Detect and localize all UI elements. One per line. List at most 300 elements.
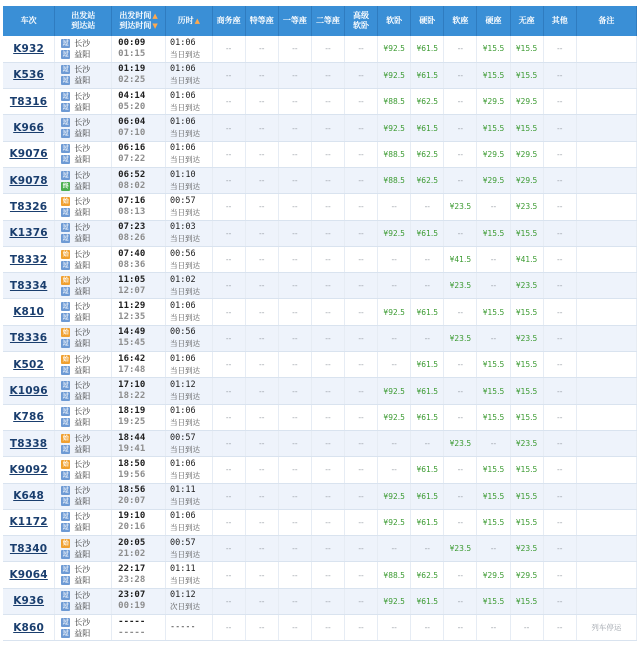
seat-price-cell: -- (378, 430, 411, 456)
seat-price-cell: -- (378, 194, 411, 220)
table-row[interactable] (3, 36, 637, 62)
from-station[interactable]: 长沙 (74, 459, 91, 469)
to-station[interactable]: 益阳 (74, 286, 91, 296)
seat-price-cell[interactable]: ¥29.5 (477, 141, 510, 167)
seat-price-cell[interactable]: ¥62.5 (411, 167, 444, 193)
stations-cell (55, 457, 112, 483)
from-station[interactable]: 长沙 (74, 354, 91, 364)
station-type-icon: 过 (62, 340, 69, 348)
seat-price-cell[interactable]: ¥23.5 (444, 536, 477, 562)
station-type-icon: 过 (62, 592, 69, 600)
from-station[interactable]: 长沙 (74, 302, 91, 312)
table-row[interactable] (3, 536, 637, 562)
seat-price-cell: -- (543, 562, 576, 588)
station-type-icon: 始 (62, 434, 69, 442)
arrival-time: 17:48 (118, 364, 146, 375)
times-cell (112, 115, 166, 141)
seat-price-cell[interactable]: ¥61.5 (411, 483, 444, 509)
seat-price-cell[interactable]: ¥15.5 (510, 483, 543, 509)
from-station[interactable]: 长沙 (74, 538, 91, 548)
train-number-link[interactable]: K786 (13, 411, 45, 424)
station-type-icon: 过 (62, 145, 69, 153)
seat-price-cell[interactable]: ¥15.5 (510, 509, 543, 535)
col-train-label: 车次 (20, 16, 37, 25)
duration-value: 01:02 (169, 274, 196, 285)
seat-price-cell: -- (311, 246, 344, 272)
table-row[interactable] (3, 615, 637, 641)
seat-price-cell: -- (411, 194, 444, 220)
seat-price-cell[interactable]: ¥15.5 (510, 62, 543, 88)
to-station[interactable]: 益阳 (74, 576, 91, 586)
note-cell (576, 246, 636, 272)
col-seat: 二等座 (311, 6, 344, 36)
seat-price-cell: -- (345, 509, 378, 535)
departure-time: 22:17 (118, 564, 146, 575)
col-seat: 其他 (543, 6, 576, 36)
seat-price-cell[interactable]: ¥92.5 (378, 62, 411, 88)
arrival-day: 当日到达 (169, 576, 200, 586)
seat-price-cell[interactable]: ¥15.5 (477, 62, 510, 88)
train-cell (3, 62, 55, 88)
stations-cell (55, 89, 112, 115)
to-station[interactable]: 益阳 (74, 207, 91, 217)
train-number-link[interactable]: K1096 (9, 385, 48, 397)
table-row[interactable] (3, 220, 637, 246)
table-row[interactable] (3, 246, 637, 272)
seat-price-cell[interactable]: ¥29.5 (510, 167, 543, 193)
to-station[interactable]: 益阳 (74, 549, 91, 559)
from-station[interactable]: 长沙 (74, 38, 91, 48)
seat-price-cell[interactable]: ¥15.5 (477, 509, 510, 535)
departure-time: 11:29 (118, 301, 146, 312)
seat-price-cell: -- (278, 509, 311, 535)
arrival-day: 当日到达 (169, 444, 200, 454)
station-type-icon: 始 (62, 276, 69, 284)
seat-price-cell[interactable]: ¥15.5 (477, 457, 510, 483)
seat-price-cell: -- (477, 430, 510, 456)
seat-price-cell: -- (278, 220, 311, 246)
duration-value: 00:57 (169, 432, 196, 443)
to-station[interactable]: 益阳 (74, 49, 91, 59)
to-station[interactable]: 益阳 (74, 392, 91, 401)
seat-price-cell[interactable]: ¥41.5 (510, 246, 543, 272)
stations-cell (55, 615, 112, 641)
table-row[interactable] (3, 273, 637, 299)
seat-price-cell: -- (411, 246, 444, 272)
seat-price-cell: -- (477, 615, 510, 641)
seat-price-cell: -- (345, 430, 378, 456)
train-number-link[interactable]: K936 (13, 595, 45, 608)
train-number-link[interactable]: T8338 (9, 437, 48, 450)
to-station[interactable]: 益阳 (74, 602, 91, 612)
seat-price-cell: -- (245, 588, 278, 614)
departure-time: 04:14 (118, 90, 146, 101)
seat-price-cell[interactable]: ¥88.5 (378, 167, 411, 193)
seat-price-cell: -- (378, 352, 411, 378)
table-row[interactable] (3, 89, 637, 115)
duration-cell (165, 509, 212, 535)
train-number-link[interactable]: K860 (13, 621, 45, 634)
train-cell (3, 483, 55, 509)
train-number-link[interactable]: K9092 (9, 463, 48, 476)
train-number-link[interactable]: K9078 (9, 174, 48, 187)
table-row[interactable] (3, 509, 637, 535)
seat-price-cell: -- (278, 536, 311, 562)
seat-price-cell[interactable]: ¥15.5 (510, 36, 543, 62)
to-station[interactable]: 益阳 (74, 339, 91, 349)
from-station[interactable]: 长沙 (74, 591, 91, 601)
seat-price-cell: -- (212, 89, 245, 115)
seat-price-cell[interactable]: ¥23.5 (444, 430, 477, 456)
col-train (3, 6, 55, 36)
seat-price-cell: -- (311, 36, 344, 62)
train-number-link[interactable]: K966 (13, 122, 45, 135)
seat-price-cell: -- (245, 483, 278, 509)
train-number-link[interactable]: T8336 (9, 332, 48, 345)
to-station[interactable]: 益阳 (74, 365, 91, 375)
sort-duration-icon[interactable]: ▲ (194, 17, 200, 25)
from-station[interactable]: 长沙 (74, 381, 91, 390)
station-type-icon: 过 (62, 77, 69, 85)
to-station[interactable]: 益阳 (74, 418, 91, 428)
table-row[interactable] (3, 404, 637, 430)
table-row[interactable] (3, 299, 637, 325)
seat-price-cell: -- (444, 562, 477, 588)
train-cell (3, 378, 55, 404)
to-station[interactable]: 益阳 (74, 470, 91, 480)
duration-cell (165, 36, 212, 62)
seat-price-cell: -- (212, 457, 245, 483)
train-cell (3, 273, 55, 299)
table-row[interactable] (3, 430, 637, 456)
seat-price-cell[interactable]: ¥15.5 (477, 36, 510, 62)
from-station[interactable]: 长沙 (74, 65, 91, 75)
departure-time: 06:52 (118, 169, 146, 180)
seat-price-cell: -- (411, 615, 444, 641)
seat-price-cell[interactable]: ¥62.5 (411, 562, 444, 588)
seat-price-cell[interactable]: ¥15.5 (477, 483, 510, 509)
seat-price-cell[interactable]: ¥61.5 (411, 299, 444, 325)
seat-price-cell[interactable]: ¥15.5 (477, 378, 510, 404)
arrival-time: 20:16 (118, 522, 146, 533)
seat-price-cell[interactable]: ¥61.5 (411, 352, 444, 378)
seat-price-cell[interactable]: ¥15.5 (510, 457, 543, 483)
seat-price-cell[interactable]: ¥62.5 (411, 89, 444, 115)
seat-price-cell[interactable]: ¥15.5 (510, 588, 543, 614)
seat-price-cell: -- (543, 62, 576, 88)
train-number-link[interactable]: T8334 (9, 279, 48, 292)
arrival-time: 19:56 (118, 469, 146, 480)
table-row[interactable] (3, 325, 637, 351)
from-station[interactable]: 长沙 (74, 91, 91, 101)
seat-price-cell[interactable]: ¥61.5 (411, 404, 444, 430)
seat-price-cell[interactable]: ¥29.5 (510, 89, 543, 115)
seat-price-cell[interactable]: ¥23.5 (510, 194, 543, 220)
from-station[interactable]: 长沙 (74, 512, 91, 522)
seat-price-cell: -- (311, 167, 344, 193)
seat-price-cell[interactable]: ¥23.5 (510, 273, 543, 299)
seat-price-cell[interactable]: ¥92.5 (378, 378, 411, 404)
seat-price-cell: -- (311, 194, 344, 220)
seat-price-cell[interactable]: ¥92.5 (378, 299, 411, 325)
seat-price-cell: -- (278, 141, 311, 167)
seat-price-cell: -- (543, 404, 576, 430)
table-row[interactable] (3, 588, 637, 614)
duration-value: 01:06 (169, 353, 196, 364)
seat-price-cell: -- (212, 141, 245, 167)
stations-cell (55, 562, 112, 588)
from-station[interactable]: 长沙 (74, 617, 91, 627)
departure-time: 14:49 (118, 327, 146, 338)
station-type-icon: 过 (62, 471, 69, 479)
train-number-link[interactable]: T8316 (9, 95, 48, 108)
seat-price-cell[interactable]: ¥29.5 (477, 89, 510, 115)
note-cell (576, 89, 636, 115)
table-row[interactable] (3, 194, 637, 220)
train-table (3, 6, 637, 641)
seat-price-cell[interactable]: ¥29.5 (477, 167, 510, 193)
seat-price-cell: -- (345, 62, 378, 88)
arrival-day: 次日到达 (169, 602, 200, 612)
seat-price-cell[interactable]: ¥61.5 (411, 36, 444, 62)
sort-dep-time[interactable]: 出发时间 (119, 11, 152, 20)
seat-price-cell[interactable]: ¥15.5 (477, 404, 510, 430)
to-station[interactable]: 益阳 (74, 444, 91, 454)
seat-price-cell: -- (278, 299, 311, 325)
from-station[interactable]: 长沙 (74, 223, 91, 233)
seat-price-cell[interactable]: ¥23.5 (510, 536, 543, 562)
train-number-link[interactable]: K648 (13, 490, 45, 503)
arrival-time: 07:10 (118, 128, 146, 139)
station-type-icon: 过 (62, 524, 69, 532)
duration-cell (165, 246, 212, 272)
seat-price-cell[interactable]: ¥88.5 (378, 89, 411, 115)
table-row[interactable] (3, 62, 637, 88)
duration-cell (165, 62, 212, 88)
from-station[interactable]: 长沙 (74, 433, 91, 443)
arrival-time: 07:22 (118, 154, 146, 165)
to-station[interactable]: 益阳 (74, 102, 91, 112)
arrival-time: 08:02 (118, 180, 146, 191)
seat-price-cell[interactable]: ¥15.5 (510, 378, 543, 404)
stations-cell (55, 325, 112, 351)
train-cell (3, 562, 55, 588)
seat-price-cell[interactable]: ¥15.5 (477, 115, 510, 141)
note-cell (576, 483, 636, 509)
seat-price-cell: -- (444, 62, 477, 88)
train-number-link[interactable]: K810 (13, 306, 45, 319)
seat-price-cell: -- (543, 536, 576, 562)
seat-price-cell: -- (378, 536, 411, 562)
seat-price-cell: -- (212, 378, 245, 404)
seat-price-cell: -- (245, 194, 278, 220)
station-type-icon: 过 (62, 92, 69, 100)
stations-cell (55, 273, 112, 299)
seat-price-cell[interactable]: ¥23.5 (510, 325, 543, 351)
train-cell (3, 167, 55, 193)
table-row[interactable] (3, 352, 637, 378)
seat-price-cell[interactable]: ¥29.5 (510, 141, 543, 167)
seat-price-cell[interactable]: ¥61.5 (411, 62, 444, 88)
seat-price-cell[interactable]: ¥29.5 (510, 562, 543, 588)
seat-price-cell: -- (311, 89, 344, 115)
seat-price-cell[interactable]: ¥61.5 (411, 115, 444, 141)
from-station[interactable]: 长沙 (74, 328, 91, 338)
seat-price-cell[interactable]: ¥15.5 (477, 588, 510, 614)
seat-price-cell[interactable]: ¥92.5 (378, 36, 411, 62)
seat-price-cell[interactable]: ¥92.5 (378, 404, 411, 430)
to-station[interactable]: 益阳 (74, 260, 91, 270)
seat-price-cell[interactable]: ¥23.5 (444, 273, 477, 299)
seat-price-cell[interactable]: ¥23.5 (444, 194, 477, 220)
table-row[interactable] (3, 378, 637, 404)
seat-price-cell[interactable]: ¥23.5 (510, 430, 543, 456)
seat-price-cell[interactable]: ¥15.5 (510, 404, 543, 430)
seat-price-cell[interactable]: ¥61.5 (411, 220, 444, 246)
to-station[interactable]: 益阳 (74, 76, 91, 86)
seat-price-cell[interactable]: ¥92.5 (378, 509, 411, 535)
to-station[interactable]: 益阳 (74, 497, 91, 507)
table-row[interactable] (3, 562, 637, 588)
seat-price-cell[interactable]: ¥92.5 (378, 483, 411, 509)
seat-price-cell: -- (278, 483, 311, 509)
station-type-icon: 过 (62, 445, 69, 453)
table-row[interactable] (3, 483, 637, 509)
to-station[interactable]: 益阳 (74, 129, 91, 139)
seat-price-cell[interactable]: ¥92.5 (378, 115, 411, 141)
stations-cell (55, 588, 112, 614)
seat-price-cell[interactable]: ¥61.5 (411, 509, 444, 535)
seat-price-cell[interactable]: ¥92.5 (378, 220, 411, 246)
from-station[interactable]: 长沙 (74, 144, 91, 154)
to-station[interactable]: 益阳 (74, 181, 91, 191)
train-number-link[interactable]: K1376 (9, 227, 48, 240)
seat-price-cell: -- (411, 536, 444, 562)
train-number-link[interactable]: K9076 (9, 148, 48, 161)
stations-cell (55, 167, 112, 193)
arrival-day: 当日到达 (169, 286, 200, 296)
arrival-day: 当日到达 (169, 523, 200, 533)
times-cell (112, 536, 166, 562)
seat-price-cell: -- (345, 483, 378, 509)
from-station[interactable]: 长沙 (74, 565, 91, 575)
duration-value: 01:06 (169, 458, 196, 469)
train-number-link[interactable]: K502 (13, 358, 45, 371)
seat-price-cell[interactable]: ¥88.5 (378, 562, 411, 588)
seat-price-cell[interactable]: ¥15.5 (510, 299, 543, 325)
table-row[interactable] (3, 167, 637, 193)
seat-price-cell[interactable]: ¥62.5 (411, 141, 444, 167)
from-station[interactable]: 长沙 (74, 118, 91, 128)
times-cell (112, 62, 166, 88)
to-station[interactable]: 益阳 (74, 234, 91, 244)
times-cell (112, 483, 166, 509)
arrival-day: 当日到达 (169, 365, 200, 375)
train-number-link[interactable]: K9064 (9, 569, 48, 582)
col-seat (345, 6, 378, 36)
stations-cell (55, 536, 112, 562)
train-number-link[interactable]: K932 (13, 42, 45, 55)
from-station[interactable]: 长沙 (74, 486, 91, 496)
to-station[interactable]: 益阳 (74, 628, 91, 638)
station-type-icon: 过 (62, 566, 69, 574)
seat-price-cell: -- (245, 457, 278, 483)
seat-price-cell[interactable]: ¥61.5 (411, 588, 444, 614)
duration-cell (165, 615, 212, 641)
from-station[interactable]: 长沙 (74, 407, 91, 417)
seat-price-cell[interactable]: ¥88.5 (378, 141, 411, 167)
to-station[interactable]: 益阳 (74, 155, 91, 165)
train-number-link[interactable]: T8340 (9, 542, 48, 555)
seat-price-cell: -- (444, 167, 477, 193)
arrival-time: 12:35 (118, 312, 146, 323)
note-cell (576, 404, 636, 430)
seat-price-cell[interactable]: ¥41.5 (444, 246, 477, 272)
from-station[interactable]: 长沙 (74, 196, 91, 206)
seat-price-cell[interactable]: ¥61.5 (411, 457, 444, 483)
duration-cell (165, 536, 212, 562)
table-row[interactable] (3, 457, 637, 483)
times-cell (112, 325, 166, 351)
train-number-link[interactable]: T8332 (9, 253, 48, 266)
train-number-link[interactable]: T8326 (9, 200, 48, 213)
seat-price-cell[interactable]: ¥15.5 (510, 352, 543, 378)
train-cell (3, 115, 55, 141)
seat-price-cell: -- (278, 430, 311, 456)
seat-price-cell: -- (311, 141, 344, 167)
seat-price-cell[interactable]: ¥23.5 (444, 325, 477, 351)
train-cell (3, 352, 55, 378)
seat-price-cell[interactable]: ¥15.5 (477, 220, 510, 246)
to-station[interactable]: 益阳 (74, 523, 91, 533)
to-station[interactable]: 益阳 (74, 313, 91, 323)
train-number-link[interactable]: K1172 (9, 516, 48, 529)
from-station[interactable]: 长沙 (74, 170, 91, 180)
station-type-icon: 过 (62, 393, 69, 400)
sort-down-icon[interactable]: ▼ (152, 22, 158, 30)
departure-time: 07:23 (118, 222, 146, 233)
train-cell (3, 430, 55, 456)
seat-price-cell: -- (278, 62, 311, 88)
seat-price-cell: -- (212, 430, 245, 456)
table-row[interactable] (3, 115, 637, 141)
table-row[interactable] (3, 141, 637, 167)
seat-price-cell[interactable]: ¥15.5 (510, 115, 543, 141)
seat-price-cell: -- (245, 36, 278, 62)
col-seat: 软卧 (378, 6, 411, 36)
sort-arr-time[interactable]: 到达时间 (119, 21, 152, 30)
sort-duration[interactable]: 历时 (177, 16, 194, 25)
sort-up-icon[interactable]: ▲ (152, 12, 158, 20)
seat-price-cell: -- (311, 562, 344, 588)
seat-price-cell[interactable]: ¥92.5 (378, 588, 411, 614)
from-station[interactable]: 长沙 (74, 249, 91, 259)
train-number-link[interactable]: K536 (13, 69, 45, 82)
duration-value: 01:06 (169, 143, 196, 154)
seat-price-cell[interactable]: ¥15.5 (477, 352, 510, 378)
duration-value: 01:11 (169, 564, 196, 575)
departure-time: 07:40 (118, 248, 146, 259)
from-station[interactable]: 长沙 (74, 275, 91, 285)
seat-price-cell[interactable]: ¥29.5 (477, 562, 510, 588)
seat-price-cell: -- (212, 562, 245, 588)
seat-price-cell[interactable]: ¥61.5 (411, 378, 444, 404)
seat-price-cell[interactable]: ¥15.5 (477, 299, 510, 325)
seat-price-cell[interactable]: ¥15.5 (510, 220, 543, 246)
train-cell (3, 299, 55, 325)
station-type-icon: 过 (62, 130, 69, 138)
table-body (3, 36, 637, 641)
